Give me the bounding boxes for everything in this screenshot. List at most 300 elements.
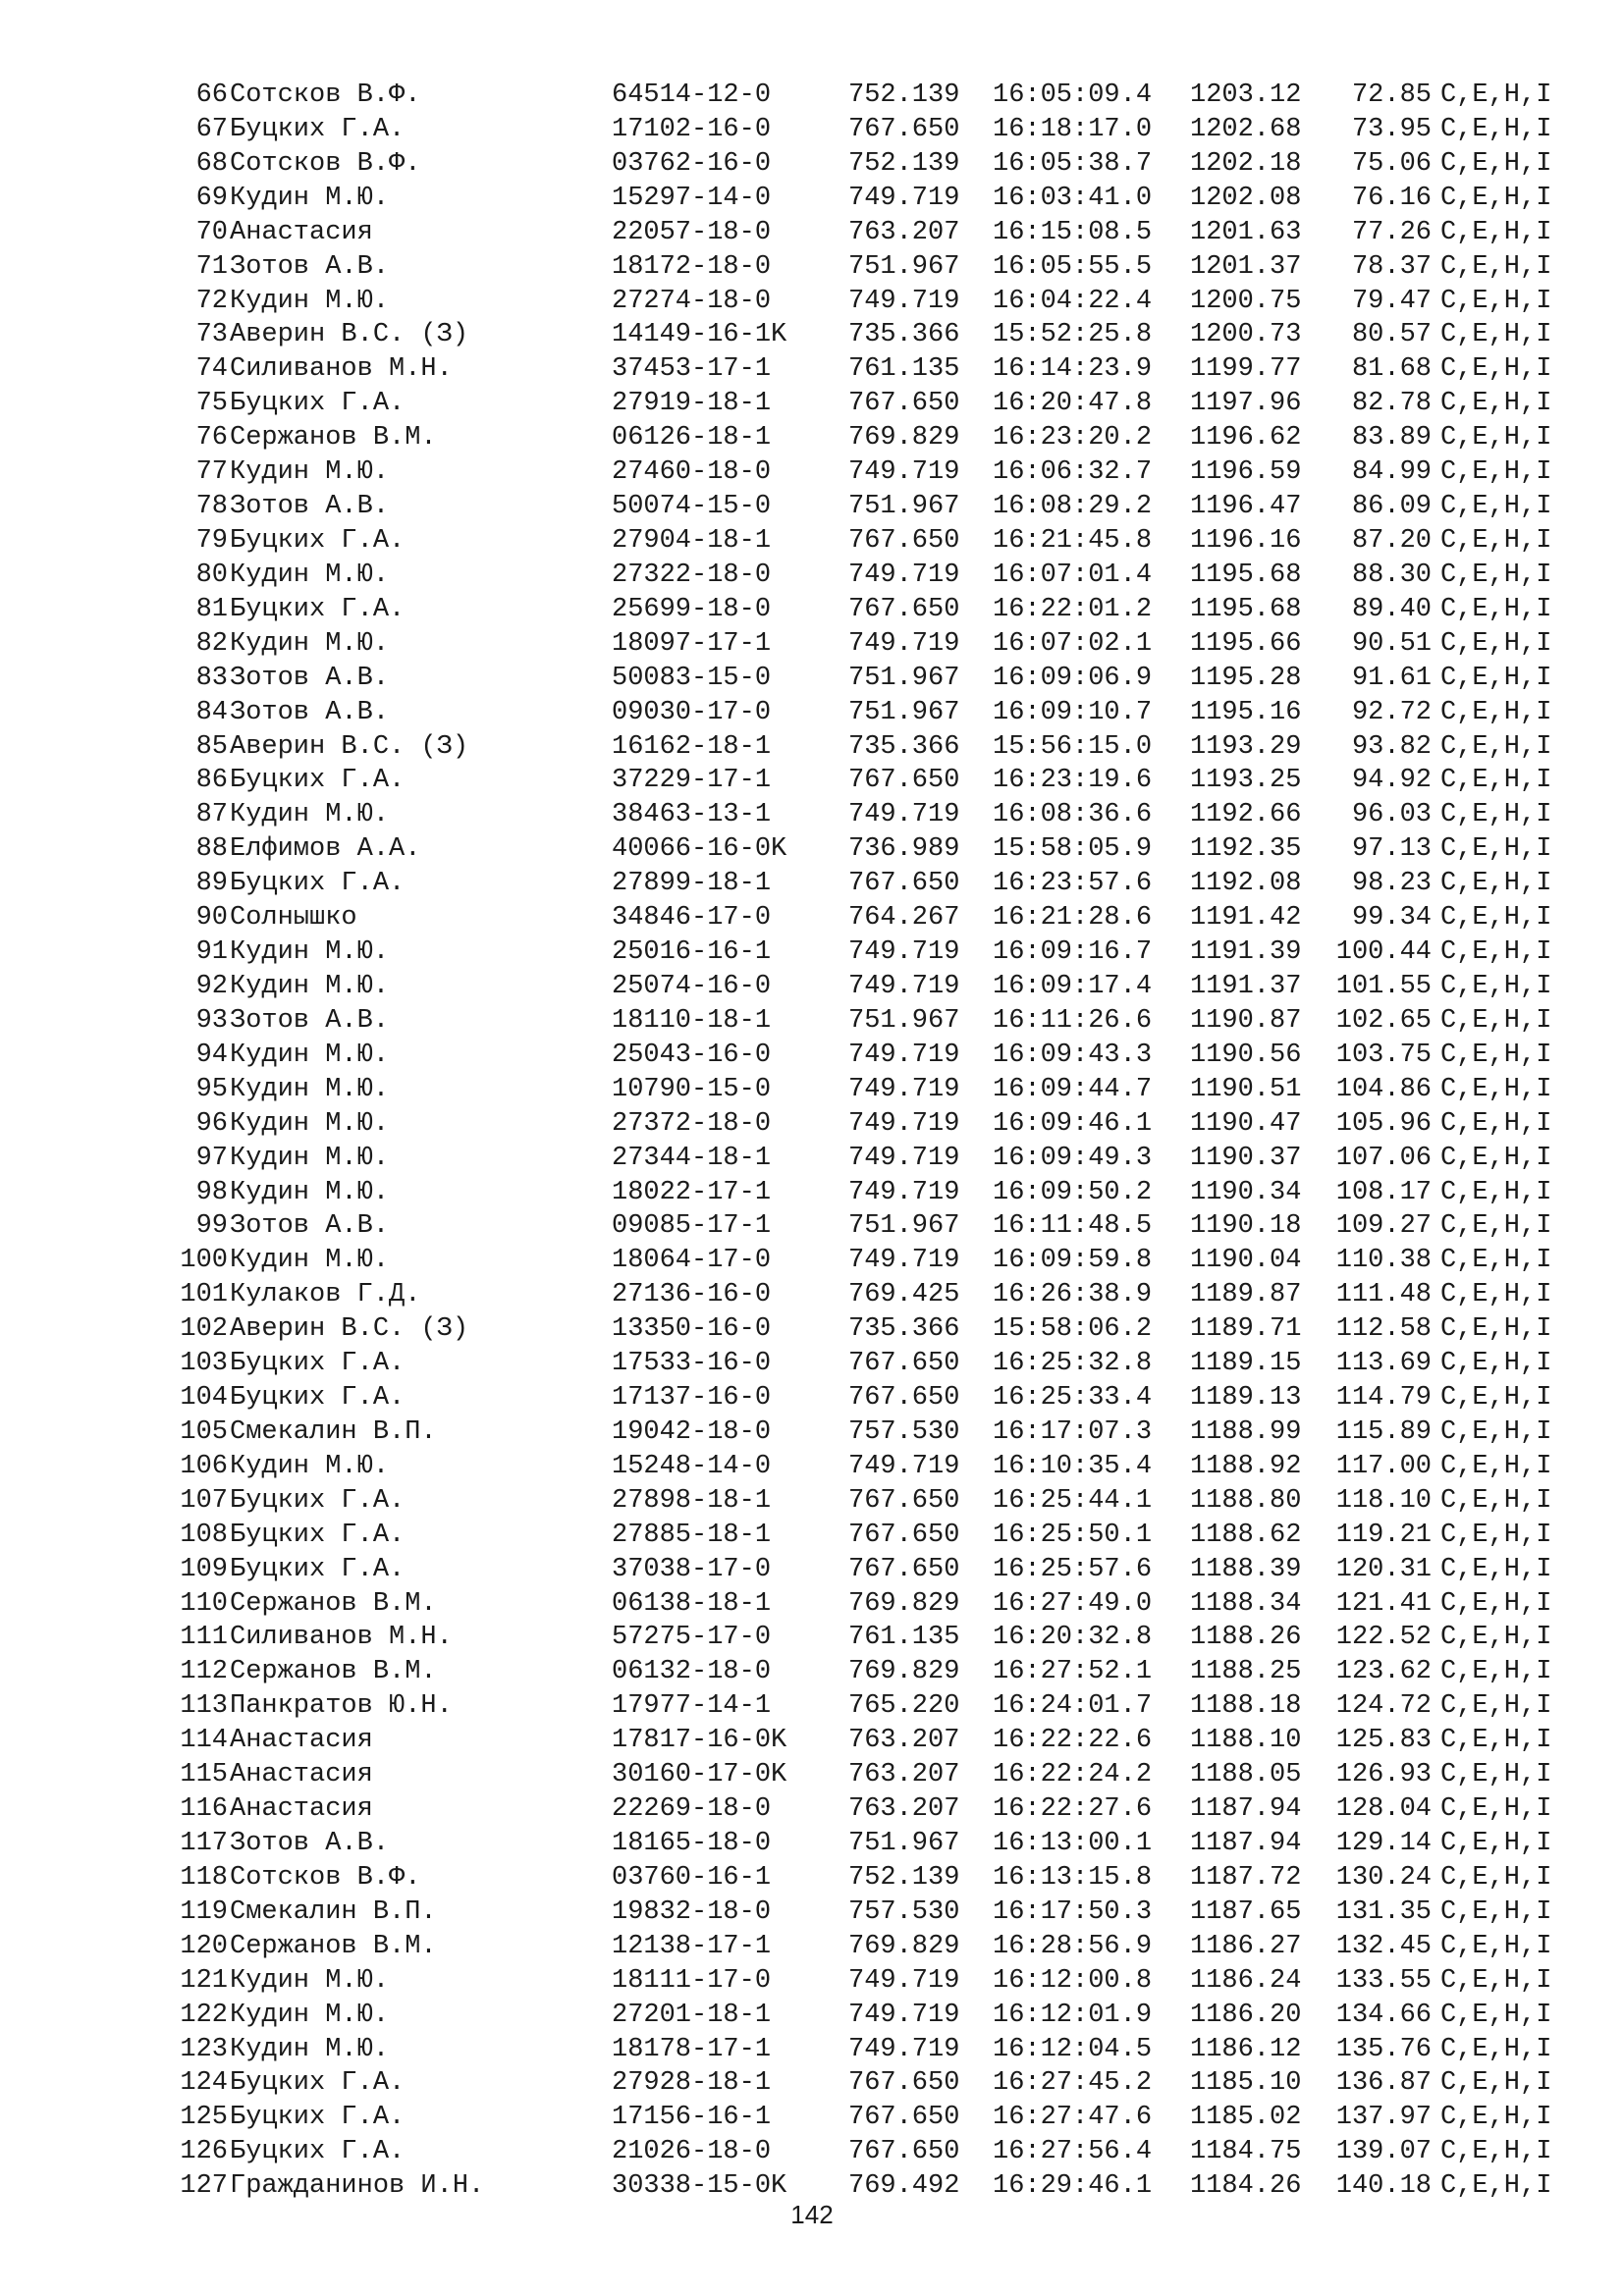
flags: C,E,H,I (1440, 251, 1552, 282)
participant-name: Сержанов В.М. (230, 1588, 437, 1619)
ring-number: 27201-18-1 (612, 2000, 772, 2030)
ring-number: 19832-18-0 (612, 1896, 772, 1927)
points: 131.35 (1335, 1896, 1432, 1927)
ring-number: 37229-17-1 (612, 766, 772, 796)
flags: C,E,H,I (1440, 1349, 1552, 1379)
row-number: 89 (195, 869, 228, 899)
speed: 1188.18 (1190, 1691, 1302, 1722)
ring-number: 40066-16-0K (612, 834, 787, 865)
ring-number: 13350-16-0 (612, 1314, 772, 1345)
speed: 1190.47 (1190, 1108, 1302, 1139)
points: 129.14 (1335, 1829, 1432, 1859)
distance: 751.967 (848, 663, 960, 693)
speed: 1192.35 (1190, 834, 1302, 865)
flags: C,E,H,I (1440, 1965, 1552, 1996)
participant-name: Буцких Г.А. (230, 1383, 406, 1414)
speed: 1190.51 (1190, 1074, 1302, 1104)
points: 135.76 (1335, 2034, 1432, 2064)
participant-name: Аверин В.С. (З) (230, 1314, 469, 1345)
ring-number: 18111-17-0 (612, 1965, 772, 1996)
points: 124.72 (1335, 1691, 1432, 1722)
row-number: 108 (180, 1520, 228, 1550)
points: 109.27 (1335, 1211, 1432, 1242)
distance: 749.719 (848, 800, 960, 830)
distance: 735.366 (848, 1314, 960, 1345)
distance: 764.267 (848, 903, 960, 934)
distance: 751.967 (848, 697, 960, 727)
ring-number: 18097-17-1 (612, 628, 772, 659)
participant-name: Аверин В.С. (З) (230, 320, 469, 350)
speed: 1188.62 (1190, 1520, 1302, 1550)
points: 93.82 (1351, 731, 1432, 762)
flags: C,E,H,I (1440, 457, 1552, 488)
speed: 1195.66 (1190, 628, 1302, 659)
participant-name: Кудин М.Ю. (230, 1451, 390, 1481)
flags: C,E,H,I (1440, 594, 1552, 624)
participant-name: Кудин М.Ю. (230, 183, 390, 213)
flags: C,E,H,I (1440, 1862, 1552, 1893)
participant-name: Зотов А.В. (230, 1211, 390, 1242)
speed: 1186.24 (1190, 1965, 1302, 1996)
arrival-time: 16:15:08.5 (993, 217, 1153, 247)
participant-name: Кудин М.Ю. (230, 2034, 390, 2064)
distance: 767.650 (848, 1554, 960, 1584)
distance: 763.207 (848, 1794, 960, 1825)
arrival-time: 16:22:24.2 (993, 1760, 1153, 1790)
distance: 749.719 (848, 1451, 960, 1481)
speed: 1195.16 (1190, 697, 1302, 727)
ring-number: 10790-15-0 (612, 1074, 772, 1104)
arrival-time: 16:25:57.6 (993, 1554, 1153, 1584)
participant-name: Кудин М.Ю. (230, 800, 390, 830)
distance: 751.967 (848, 251, 960, 282)
speed: 1187.94 (1190, 1794, 1302, 1825)
points: 118.10 (1335, 1485, 1432, 1516)
points: 133.55 (1335, 1965, 1432, 1996)
speed: 1188.80 (1190, 1485, 1302, 1516)
distance: 749.719 (848, 1177, 960, 1207)
row-number: 86 (195, 766, 228, 796)
arrival-time: 16:09:46.1 (993, 1108, 1153, 1139)
participant-name: Буцких Г.А. (230, 1554, 406, 1584)
arrival-time: 16:09:43.3 (993, 1040, 1153, 1070)
arrival-time: 16:12:04.5 (993, 2034, 1153, 2064)
row-number: 101 (180, 1280, 228, 1310)
points: 123.62 (1335, 1657, 1432, 1687)
speed: 1201.63 (1190, 217, 1302, 247)
points: 79.47 (1351, 286, 1432, 316)
speed: 1188.25 (1190, 1657, 1302, 1687)
participant-name: Буцких Г.А. (230, 389, 406, 419)
row-number: 87 (195, 800, 228, 830)
row-number: 70 (195, 217, 228, 247)
arrival-time: 16:09:44.7 (993, 1074, 1153, 1104)
row-number: 88 (195, 834, 228, 865)
ring-number: 27904-18-1 (612, 525, 772, 556)
distance: 767.650 (848, 525, 960, 556)
participant-name: Анастасия (230, 217, 373, 247)
ring-number: 27322-18-0 (612, 560, 772, 590)
row-number: 81 (195, 594, 228, 624)
arrival-time: 16:12:01.9 (993, 2000, 1153, 2030)
ring-number: 22269-18-0 (612, 1794, 772, 1825)
ring-number: 12138-17-1 (612, 1931, 772, 1961)
distance: 767.650 (848, 766, 960, 796)
arrival-time: 16:27:56.4 (993, 2137, 1153, 2167)
speed: 1188.05 (1190, 1760, 1302, 1790)
speed: 1186.12 (1190, 2034, 1302, 2064)
row-number: 76 (195, 423, 228, 454)
distance: 767.650 (848, 2137, 960, 2167)
flags: C,E,H,I (1440, 1931, 1552, 1961)
points: 110.38 (1335, 1246, 1432, 1276)
arrival-time: 16:08:29.2 (993, 492, 1153, 522)
ring-number: 17977-14-1 (612, 1691, 772, 1722)
arrival-time: 16:23:57.6 (993, 869, 1153, 899)
arrival-time: 16:09:10.7 (993, 697, 1153, 727)
points: 101.55 (1335, 971, 1432, 1001)
ring-number: 27136-16-0 (612, 1280, 772, 1310)
distance: 749.719 (848, 1143, 960, 1173)
arrival-time: 16:09:17.4 (993, 971, 1153, 1001)
arrival-time: 16:25:32.8 (993, 1349, 1153, 1379)
speed: 1192.66 (1190, 800, 1302, 830)
speed: 1195.68 (1190, 594, 1302, 624)
participant-name: Кудин М.Ю. (230, 1965, 390, 1996)
row-number: 96 (195, 1108, 228, 1139)
points: 139.07 (1335, 2137, 1432, 2167)
ring-number: 17817-16-0K (612, 1726, 787, 1756)
row-number: 121 (180, 1965, 228, 1996)
points: 76.16 (1351, 183, 1432, 213)
row-number: 74 (195, 354, 228, 385)
points: 78.37 (1351, 251, 1432, 282)
speed: 1193.29 (1190, 731, 1302, 762)
distance: 763.207 (848, 217, 960, 247)
participant-name: Сотсков В.Ф. (230, 1862, 421, 1893)
participant-name: Кудин М.Ю. (230, 286, 390, 316)
flags: C,E,H,I (1440, 971, 1552, 1001)
ring-number: 17156-16-1 (612, 2103, 772, 2133)
ring-number: 27344-18-1 (612, 1143, 772, 1173)
row-number: 125 (180, 2103, 228, 2133)
arrival-time: 16:25:33.4 (993, 1383, 1153, 1414)
participant-name: Зотов А.В. (230, 663, 390, 693)
distance: 752.139 (848, 1862, 960, 1893)
flags: C,E,H,I (1440, 80, 1552, 110)
arrival-time: 16:09:06.9 (993, 663, 1153, 693)
arrival-time: 16:10:35.4 (993, 1451, 1153, 1481)
row-number: 90 (195, 903, 228, 934)
points: 128.04 (1335, 1794, 1432, 1825)
arrival-time: 16:22:27.6 (993, 1794, 1153, 1825)
points: 105.96 (1335, 1108, 1432, 1139)
row-number: 94 (195, 1040, 228, 1070)
points: 83.89 (1351, 423, 1432, 454)
flags: C,E,H,I (1440, 1896, 1552, 1927)
speed: 1202.68 (1190, 114, 1302, 144)
arrival-time: 16:14:23.9 (993, 354, 1153, 385)
ring-number: 30160-17-0K (612, 1760, 787, 1790)
distance: 769.492 (848, 2171, 960, 2202)
distance: 752.139 (848, 80, 960, 110)
participant-name: Кудин М.Ю. (230, 2000, 390, 2030)
participant-name: Силиванов М.Н. (230, 1623, 453, 1653)
participant-name: Буцких Г.А. (230, 1349, 406, 1379)
flags: C,E,H,I (1440, 800, 1552, 830)
points: 113.69 (1335, 1349, 1432, 1379)
ring-number: 06126-18-1 (612, 423, 772, 454)
ring-number: 15248-14-0 (612, 1451, 772, 1481)
distance: 749.719 (848, 2034, 960, 2064)
points: 137.97 (1335, 2103, 1432, 2133)
participant-name: Кудин М.Ю. (230, 560, 390, 590)
ring-number: 18110-18-1 (612, 1005, 772, 1036)
row-number: 124 (180, 2068, 228, 2099)
row-number: 118 (180, 1862, 228, 1893)
row-number: 66 (195, 80, 228, 110)
participant-name: Буцких Г.А. (230, 594, 406, 624)
ring-number: 06132-18-0 (612, 1657, 772, 1687)
flags: C,E,H,I (1440, 1280, 1552, 1310)
row-number: 72 (195, 286, 228, 316)
speed: 1191.39 (1190, 937, 1302, 968)
points: 89.40 (1351, 594, 1432, 624)
flags: C,E,H,I (1440, 492, 1552, 522)
arrival-time: 16:27:47.6 (993, 2103, 1153, 2133)
row-number: 109 (180, 1554, 228, 1584)
flags: C,E,H,I (1440, 1314, 1552, 1345)
arrival-time: 16:17:50.3 (993, 1896, 1153, 1927)
row-number: 97 (195, 1143, 228, 1173)
speed: 1187.72 (1190, 1862, 1302, 1893)
participant-name: Сержанов В.М. (230, 423, 437, 454)
flags: C,E,H,I (1440, 1451, 1552, 1481)
speed: 1189.71 (1190, 1314, 1302, 1345)
flags: C,E,H,I (1440, 903, 1552, 934)
speed: 1202.18 (1190, 148, 1302, 179)
flags: C,E,H,I (1440, 1588, 1552, 1619)
arrival-time: 16:21:28.6 (993, 903, 1153, 934)
ring-number: 25074-16-0 (612, 971, 772, 1001)
distance: 761.135 (848, 1623, 960, 1653)
speed: 1184.26 (1190, 2171, 1302, 2202)
distance: 749.719 (848, 457, 960, 488)
flags: C,E,H,I (1440, 1246, 1552, 1276)
ring-number: 06138-18-1 (612, 1588, 772, 1619)
points: 92.72 (1351, 697, 1432, 727)
arrival-time: 15:56:15.0 (993, 731, 1153, 762)
ring-number: 22057-18-0 (612, 217, 772, 247)
row-number: 68 (195, 148, 228, 179)
arrival-time: 16:13:00.1 (993, 1829, 1153, 1859)
flags: C,E,H,I (1440, 183, 1552, 213)
points: 102.65 (1335, 1005, 1432, 1036)
points: 96.03 (1351, 800, 1432, 830)
ring-number: 27898-18-1 (612, 1485, 772, 1516)
participant-name: Панкратов Ю.Н. (230, 1691, 453, 1722)
ring-number: 38463-13-1 (612, 800, 772, 830)
distance: 749.719 (848, 286, 960, 316)
speed: 1188.34 (1190, 1588, 1302, 1619)
arrival-time: 16:11:48.5 (993, 1211, 1153, 1242)
participant-name: Кудин М.Ю. (230, 1177, 390, 1207)
distance: 749.719 (848, 1040, 960, 1070)
flags: C,E,H,I (1440, 1623, 1552, 1653)
participant-name: Буцких Г.А. (230, 2103, 406, 2133)
row-number: 122 (180, 2000, 228, 2030)
participant-name: Анастасия (230, 1726, 373, 1756)
distance: 749.719 (848, 1074, 960, 1104)
distance: 767.650 (848, 594, 960, 624)
ring-number: 15297-14-0 (612, 183, 772, 213)
points: 98.23 (1351, 869, 1432, 899)
row-number: 99 (195, 1211, 228, 1242)
row-number: 67 (195, 114, 228, 144)
flags: C,E,H,I (1440, 1074, 1552, 1104)
flags: C,E,H,I (1440, 2068, 1552, 2099)
points: 108.17 (1335, 1177, 1432, 1207)
speed: 1201.37 (1190, 251, 1302, 282)
flags: C,E,H,I (1440, 2171, 1552, 2202)
participant-name: Кудин М.Ю. (230, 1074, 390, 1104)
speed: 1196.16 (1190, 525, 1302, 556)
points: 119.21 (1335, 1520, 1432, 1550)
distance: 735.366 (848, 320, 960, 350)
arrival-time: 16:03:41.0 (993, 183, 1153, 213)
flags: C,E,H,I (1440, 2103, 1552, 2133)
arrival-time: 16:07:01.4 (993, 560, 1153, 590)
arrival-time: 16:05:09.4 (993, 80, 1153, 110)
participant-name: Смекалин В.П. (230, 1416, 437, 1447)
speed: 1190.37 (1190, 1143, 1302, 1173)
participant-name: Силиванов М.Н. (230, 354, 453, 385)
ring-number: 09030-17-0 (612, 697, 772, 727)
row-number: 75 (195, 389, 228, 419)
flags: C,E,H,I (1440, 663, 1552, 693)
points: 134.66 (1335, 2000, 1432, 2030)
ring-number: 27919-18-1 (612, 389, 772, 419)
distance: 765.220 (848, 1691, 960, 1722)
arrival-time: 16:08:36.6 (993, 800, 1153, 830)
row-number: 84 (195, 697, 228, 727)
ring-number: 30338-15-0K (612, 2171, 787, 2202)
ring-number: 21026-18-0 (612, 2137, 772, 2167)
speed: 1184.75 (1190, 2137, 1302, 2167)
row-number: 107 (180, 1485, 228, 1516)
arrival-time: 16:17:07.3 (993, 1416, 1153, 1447)
points: 72.85 (1351, 80, 1432, 110)
ring-number: 27928-18-1 (612, 2068, 772, 2099)
speed: 1188.99 (1190, 1416, 1302, 1447)
arrival-time: 16:07:02.1 (993, 628, 1153, 659)
arrival-time: 16:09:16.7 (993, 937, 1153, 968)
arrival-time: 16:27:49.0 (993, 1588, 1153, 1619)
arrival-time: 16:09:50.2 (993, 1177, 1153, 1207)
points: 125.83 (1335, 1726, 1432, 1756)
arrival-time: 16:29:46.1 (993, 2171, 1153, 2202)
participant-name: Зотов А.В. (230, 1829, 390, 1859)
arrival-time: 16:06:32.7 (993, 457, 1153, 488)
speed: 1188.92 (1190, 1451, 1302, 1481)
distance: 757.530 (848, 1416, 960, 1447)
ring-number: 27899-18-1 (612, 869, 772, 899)
flags: C,E,H,I (1440, 148, 1552, 179)
row-number: 79 (195, 525, 228, 556)
row-number: 115 (180, 1760, 228, 1790)
flags: C,E,H,I (1440, 525, 1552, 556)
ring-number: 64514-12-0 (612, 80, 772, 110)
points: 88.30 (1351, 560, 1432, 590)
flags: C,E,H,I (1440, 1383, 1552, 1414)
arrival-time: 16:27:45.2 (993, 2068, 1153, 2099)
flags: C,E,H,I (1440, 320, 1552, 350)
speed: 1191.42 (1190, 903, 1302, 934)
row-number: 69 (195, 183, 228, 213)
points: 80.57 (1351, 320, 1432, 350)
flags: C,E,H,I (1440, 1554, 1552, 1584)
flags: C,E,H,I (1440, 1108, 1552, 1139)
participant-name: Сотсков В.Ф. (230, 80, 421, 110)
participant-name: Буцких Г.А. (230, 2068, 406, 2099)
row-number: 123 (180, 2034, 228, 2064)
ring-number: 09085-17-1 (612, 1211, 772, 1242)
points: 91.61 (1351, 663, 1432, 693)
ring-number: 16162-18-1 (612, 731, 772, 762)
row-number: 110 (180, 1588, 228, 1619)
distance: 749.719 (848, 2000, 960, 2030)
row-number: 95 (195, 1074, 228, 1104)
arrival-time: 16:12:00.8 (993, 1965, 1153, 1996)
ring-number: 17102-16-0 (612, 114, 772, 144)
flags: C,E,H,I (1440, 1211, 1552, 1242)
flags: C,E,H,I (1440, 628, 1552, 659)
points: 84.99 (1351, 457, 1432, 488)
points: 132.45 (1335, 1931, 1432, 1961)
speed: 1200.73 (1190, 320, 1302, 350)
points: 130.24 (1335, 1862, 1432, 1893)
points: 107.06 (1335, 1143, 1432, 1173)
arrival-time: 16:25:44.1 (993, 1485, 1153, 1516)
speed: 1203.12 (1190, 80, 1302, 110)
speed: 1193.25 (1190, 766, 1302, 796)
participant-name: Сержанов В.М. (230, 1931, 437, 1961)
distance: 763.207 (848, 1726, 960, 1756)
speed: 1186.20 (1190, 2000, 1302, 2030)
arrival-time: 16:13:15.8 (993, 1862, 1153, 1893)
arrival-time: 16:09:59.8 (993, 1246, 1153, 1276)
arrival-time: 15:58:06.2 (993, 1314, 1153, 1345)
points: 111.48 (1335, 1280, 1432, 1310)
flags: C,E,H,I (1440, 731, 1552, 762)
participant-name: Гражданинов И.Н. (230, 2171, 485, 2202)
speed: 1185.02 (1190, 2103, 1302, 2133)
flags: C,E,H,I (1440, 869, 1552, 899)
row-number: 83 (195, 663, 228, 693)
speed: 1189.87 (1190, 1280, 1302, 1310)
ring-number: 17137-16-0 (612, 1383, 772, 1414)
arrival-time: 16:28:56.9 (993, 1931, 1153, 1961)
ring-number: 17533-16-0 (612, 1349, 772, 1379)
speed: 1188.26 (1190, 1623, 1302, 1653)
speed: 1196.47 (1190, 492, 1302, 522)
row-number: 120 (180, 1931, 228, 1961)
participant-name: Кудин М.Ю. (230, 971, 390, 1001)
speed: 1186.27 (1190, 1931, 1302, 1961)
speed: 1187.94 (1190, 1829, 1302, 1859)
arrival-time: 16:11:26.6 (993, 1005, 1153, 1036)
arrival-time: 16:05:38.7 (993, 148, 1153, 179)
